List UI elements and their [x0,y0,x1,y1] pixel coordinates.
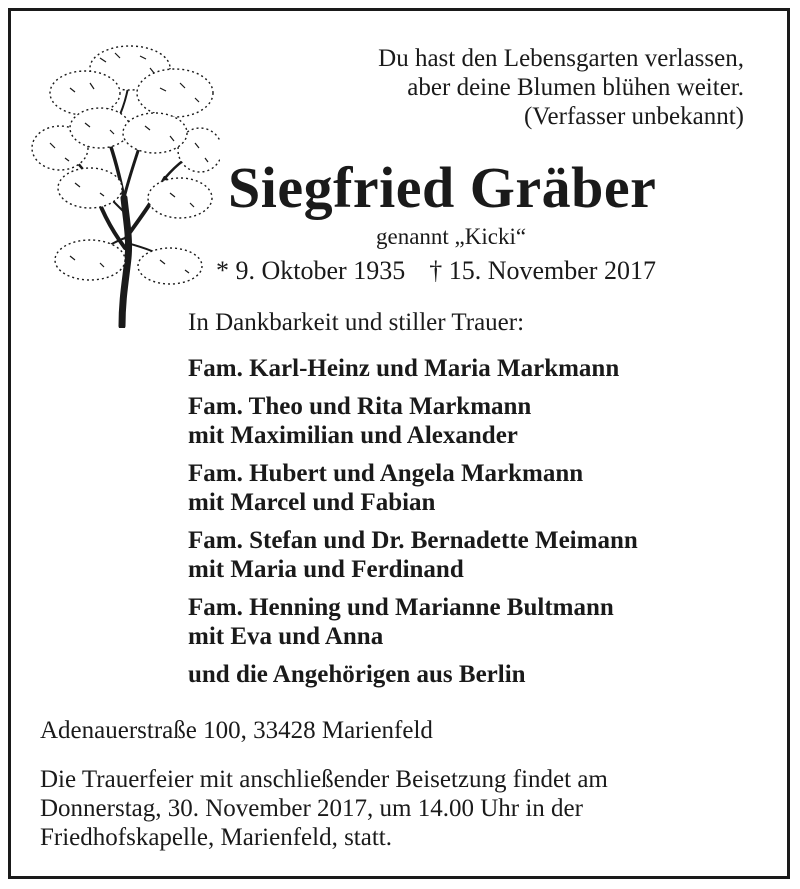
address: Adenauerstraße 100, 33428 Marienfeld [40,717,433,744]
mourner-line: Fam. Karl-Heinz und Maria Markmann [188,355,620,382]
birth-date: * 9. Oktober 1935 [216,256,406,285]
deceased-name: Siegfried Gräber [228,155,657,220]
mourner-line: Fam. Henning und Marianne Bultmann [188,594,614,621]
mourner-family [188,660,638,689]
service-line: Donnerstag, 30. November 2017, um 14.00 Uhr in der [40,795,583,822]
mourner-family [188,459,638,517]
mourner-family [188,354,638,383]
mourner-list [188,354,638,698]
tree-icon [30,38,220,328]
mourning-intro: In Dankbarkeit und stiller Trauer: [188,309,525,336]
quote-line: Du hast den Lebensgarten verlassen, [378,45,744,72]
service-line: Friedhofskapelle, Marienfeld, statt. [40,824,392,851]
mourner-line: mit Maximilian und Alexander [188,422,518,449]
life-dates [216,256,656,286]
deceased-nickname: genannt „Kicki“ [376,224,527,249]
death-date: † 15. November 2017 [429,256,656,285]
mourner-line: mit Eva und Anna [188,623,384,650]
funeral-service-info [40,765,608,852]
mourner-line: Fam. Theo und Rita Markmann [188,393,532,420]
quote-block [378,44,744,131]
quote-line: aber deine Blumen blühen weiter. [407,74,744,101]
quote-author: (Verfasser unbekannt) [523,103,744,130]
mourner-line: Fam. Hubert und Angela Markmann [188,460,584,487]
mourner-family [188,593,638,651]
mourner-line: Fam. Stefan und Dr. Bernadette Meimann [188,527,638,554]
mourner-family [188,526,638,584]
service-line: Die Trauerfeier mit anschließender Beisetzung findet am [40,766,608,793]
mourner-family [188,392,638,450]
mourner-line: mit Maria und Ferdinand [188,556,464,583]
mourner-line: mit Marcel und Fabian [188,489,436,516]
mourner-line: und die Angehörigen aus Berlin [188,661,526,688]
